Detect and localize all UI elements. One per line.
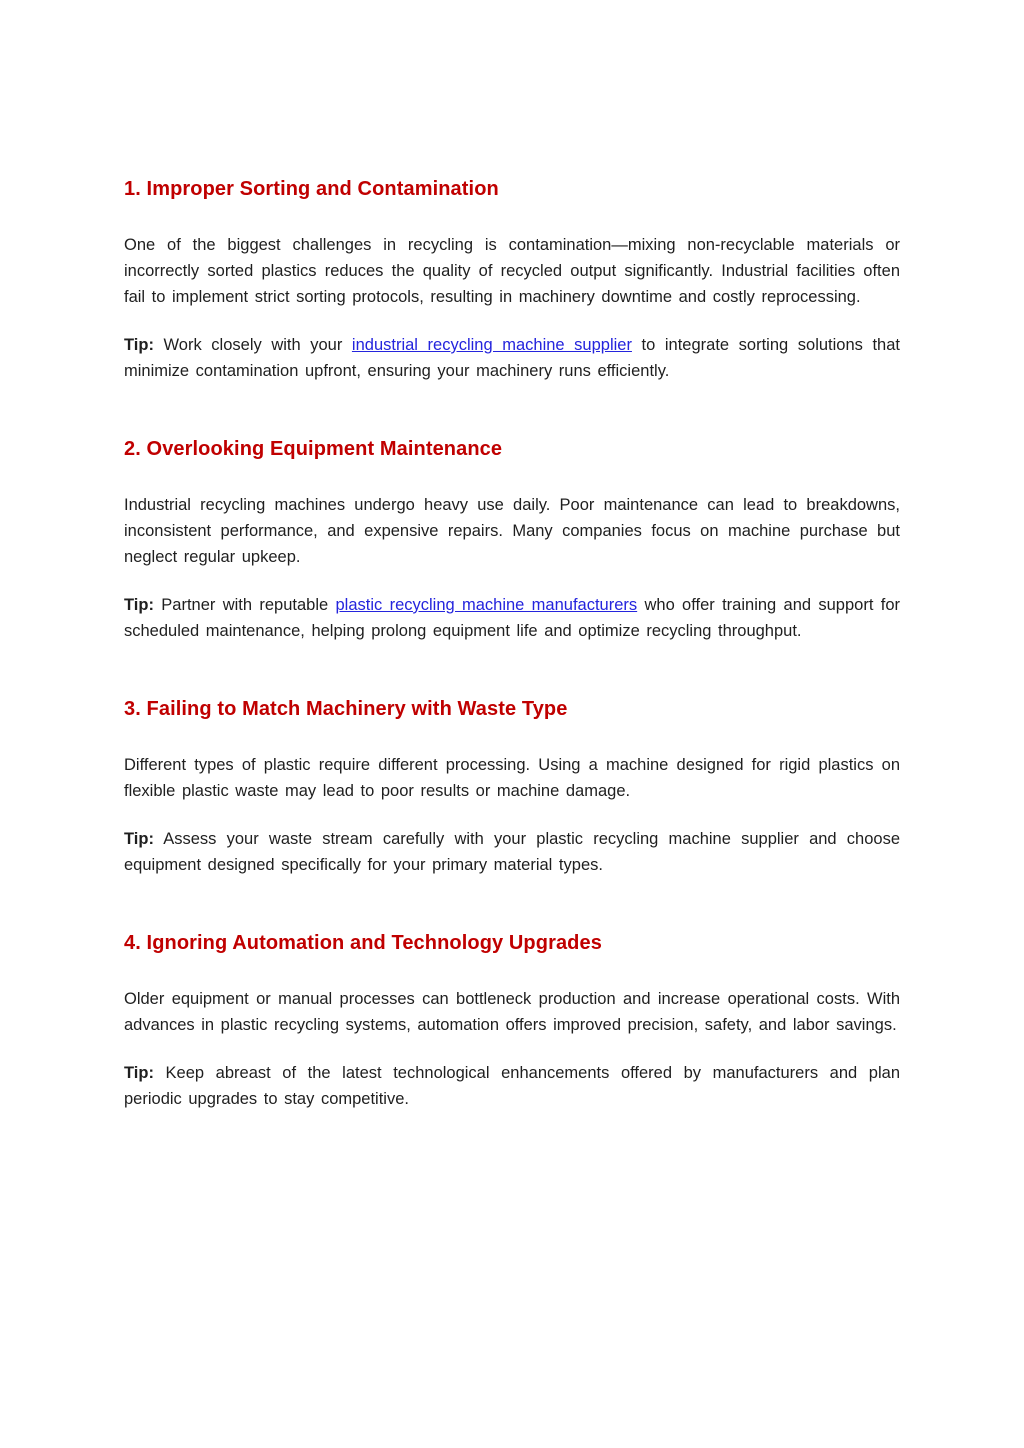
section-machinery-waste-type [124, 696, 900, 878]
section-equipment-maintenance [124, 436, 900, 644]
tip-text-before: Assess your waste stream carefully with your plastic recycling machine supplier and choose equipment designed specifically for your primary material types. [124, 830, 900, 874]
section-1-heading: 1. Improper Sorting and Contamination [124, 178, 499, 200]
section-improper-sorting [124, 176, 900, 384]
industrial-recycling-machine-supplier-link[interactable]: industrial recycling machine supplier [351, 336, 632, 354]
section-2-body: Industrial recycling machines undergo heavy use daily. Poor maintenance can lead to breakdowns, inconsistent performance, and expensive repairs. Many companies focus on machine purchase but neglect regular upkeep. [124, 496, 900, 566]
tip-text-before: Partner with reputable [153, 596, 336, 614]
section-2-tip [124, 592, 900, 644]
section-4-tip [124, 1060, 900, 1112]
tip-text-before: Work closely with your [153, 336, 352, 354]
tip-text-before: Keep abreast of the latest technological enhancements offered by manufacturers and plan periodic upgrades to stay competitive. [124, 1064, 900, 1108]
tip-label: Tip: [124, 596, 154, 614]
tip-label: Tip: [124, 830, 154, 848]
section-3-body: Different types of plastic require different processing. Using a machine designed for rigid plastics on flexible plastic waste may lead to poor results or machine damage. [124, 756, 900, 800]
section-automation-upgrades [124, 930, 900, 1112]
tip-text-after: to integrate sorting solutions that minimize contamination upfront, ensuring your machinery runs efficiently. [124, 336, 900, 380]
section-4-body: Older equipment or manual processes can bottleneck production and increase operational costs. With advances in plastic recycling systems, automation offers improved precision, safety, and labor savings. [124, 990, 900, 1034]
section-1-tip [124, 332, 900, 384]
section-3-tip [124, 826, 900, 878]
section-1-body: One of the biggest challenges in recycling is contamination—mixing non-recyclable materials or incorrectly sorted plastics reduces the quality of recycled output significantly. Industrial facilities often fail to implement strict sorting protocols, resulting in machinery downtime and costly reprocessing. [124, 236, 900, 306]
plastic-recycling-machine-manufacturers-link[interactable]: plastic recycling machine manufacturers [335, 596, 638, 614]
section-4-heading: 4. Ignoring Automation and Technology Upgrades [124, 932, 602, 954]
tip-text-after: who offer training and support for scheduled maintenance, helping prolong equipment life and optimize recycling throughput. [124, 596, 900, 640]
tip-label: Tip: [124, 1064, 154, 1082]
section-3-heading: 3. Failing to Match Machinery with Waste Type [124, 698, 568, 720]
section-2-heading: 2. Overlooking Equipment Maintenance [124, 438, 503, 460]
tip-label: Tip: [124, 336, 154, 354]
